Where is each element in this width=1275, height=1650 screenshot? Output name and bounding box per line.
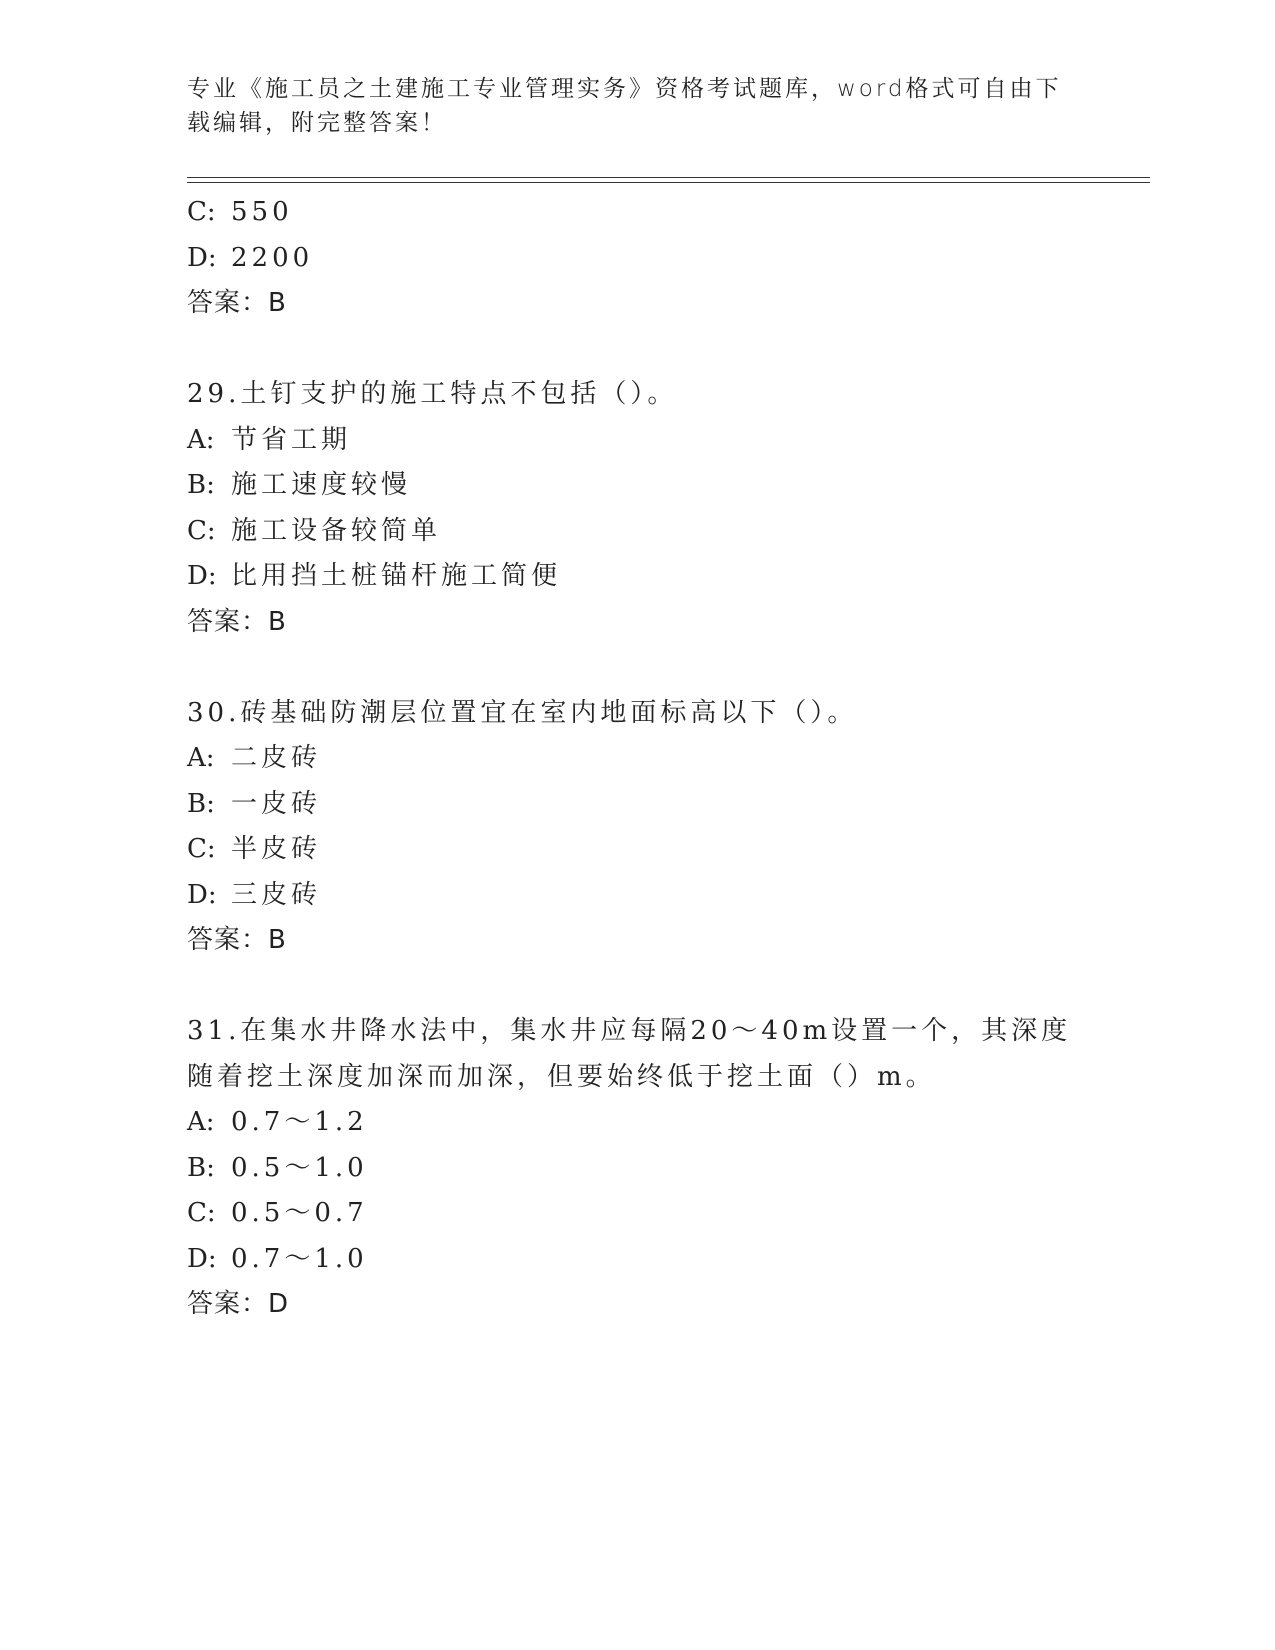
option-text: 0.7～1.2	[231, 1107, 368, 1137]
option-text: 一皮砖	[231, 788, 322, 819]
option-c	[187, 509, 1087, 555]
partial-question	[187, 190, 1087, 327]
option-label: D:	[187, 561, 217, 591]
answer: 答案：B	[187, 925, 287, 955]
option-text: 半皮砖	[231, 834, 322, 864]
option-text: 0.5～1.0	[231, 1152, 368, 1183]
question-30	[187, 691, 1087, 964]
option-b	[187, 782, 1087, 828]
option-text: 2200	[231, 242, 314, 273]
question-stem: 30.砖基础防潮层位置宜在室内地面标高以下（）。	[187, 697, 858, 728]
option-c	[187, 827, 1087, 873]
option-label: C:	[187, 834, 216, 864]
option-text: 0.5～0.7	[231, 1198, 368, 1228]
header-divider-bottom	[187, 182, 1150, 183]
option-label: B:	[187, 788, 215, 819]
option-label: A:	[187, 1107, 215, 1137]
question-stem: 31.在集水井降水法中，集水井应每隔20～40m设置一个，其深度随着挖土深度加深而加深，但要始终低于挖土面（）m。	[187, 1016, 1072, 1092]
option-label: C:	[187, 1198, 216, 1228]
option-label: C:	[187, 197, 216, 227]
option-label: B:	[187, 470, 215, 500]
option-d	[187, 1237, 1087, 1283]
answer: 答案：B	[187, 288, 287, 318]
option-text: 节省工期	[231, 424, 352, 455]
option-text: 施工设备较简单	[231, 515, 442, 546]
question-stem: 29.土钉支护的施工特点不包括（）。	[187, 379, 678, 409]
question-31	[187, 1009, 1087, 1328]
option-a	[187, 418, 1087, 464]
option-d	[187, 873, 1087, 919]
header-divider-top	[187, 177, 1150, 178]
answer: 答案：D	[187, 1289, 290, 1319]
document-header: 专业《施工员之土建施工专业管理实务》资格考试题库，word格式可自由下载编辑，附完整答案！	[187, 76, 1062, 136]
option-label: B:	[187, 1152, 215, 1183]
option-label: D:	[187, 879, 217, 910]
option-d	[187, 554, 1087, 600]
option-d	[187, 236, 1087, 282]
option-text: 0.7～1.0	[231, 1243, 368, 1274]
option-text: 550	[231, 197, 293, 227]
question-29	[187, 372, 1087, 645]
option-label: C:	[187, 515, 216, 546]
option-c	[187, 1191, 1087, 1237]
option-label: D:	[187, 1243, 217, 1274]
option-label: A:	[187, 424, 215, 455]
option-text: 二皮砖	[231, 743, 322, 773]
option-label: D:	[187, 242, 217, 273]
question-content	[187, 190, 1087, 1328]
option-a	[187, 1100, 1087, 1146]
answer: 答案：B	[187, 606, 287, 637]
option-text: 三皮砖	[231, 879, 322, 910]
option-text: 比用挡土桩锚杆施工简便	[231, 561, 562, 591]
option-a	[187, 736, 1087, 782]
option-text: 施工速度较慢	[231, 470, 412, 500]
option-label: A:	[187, 743, 215, 773]
option-b	[187, 463, 1087, 509]
option-b	[187, 1146, 1087, 1192]
option-c	[187, 190, 1087, 236]
